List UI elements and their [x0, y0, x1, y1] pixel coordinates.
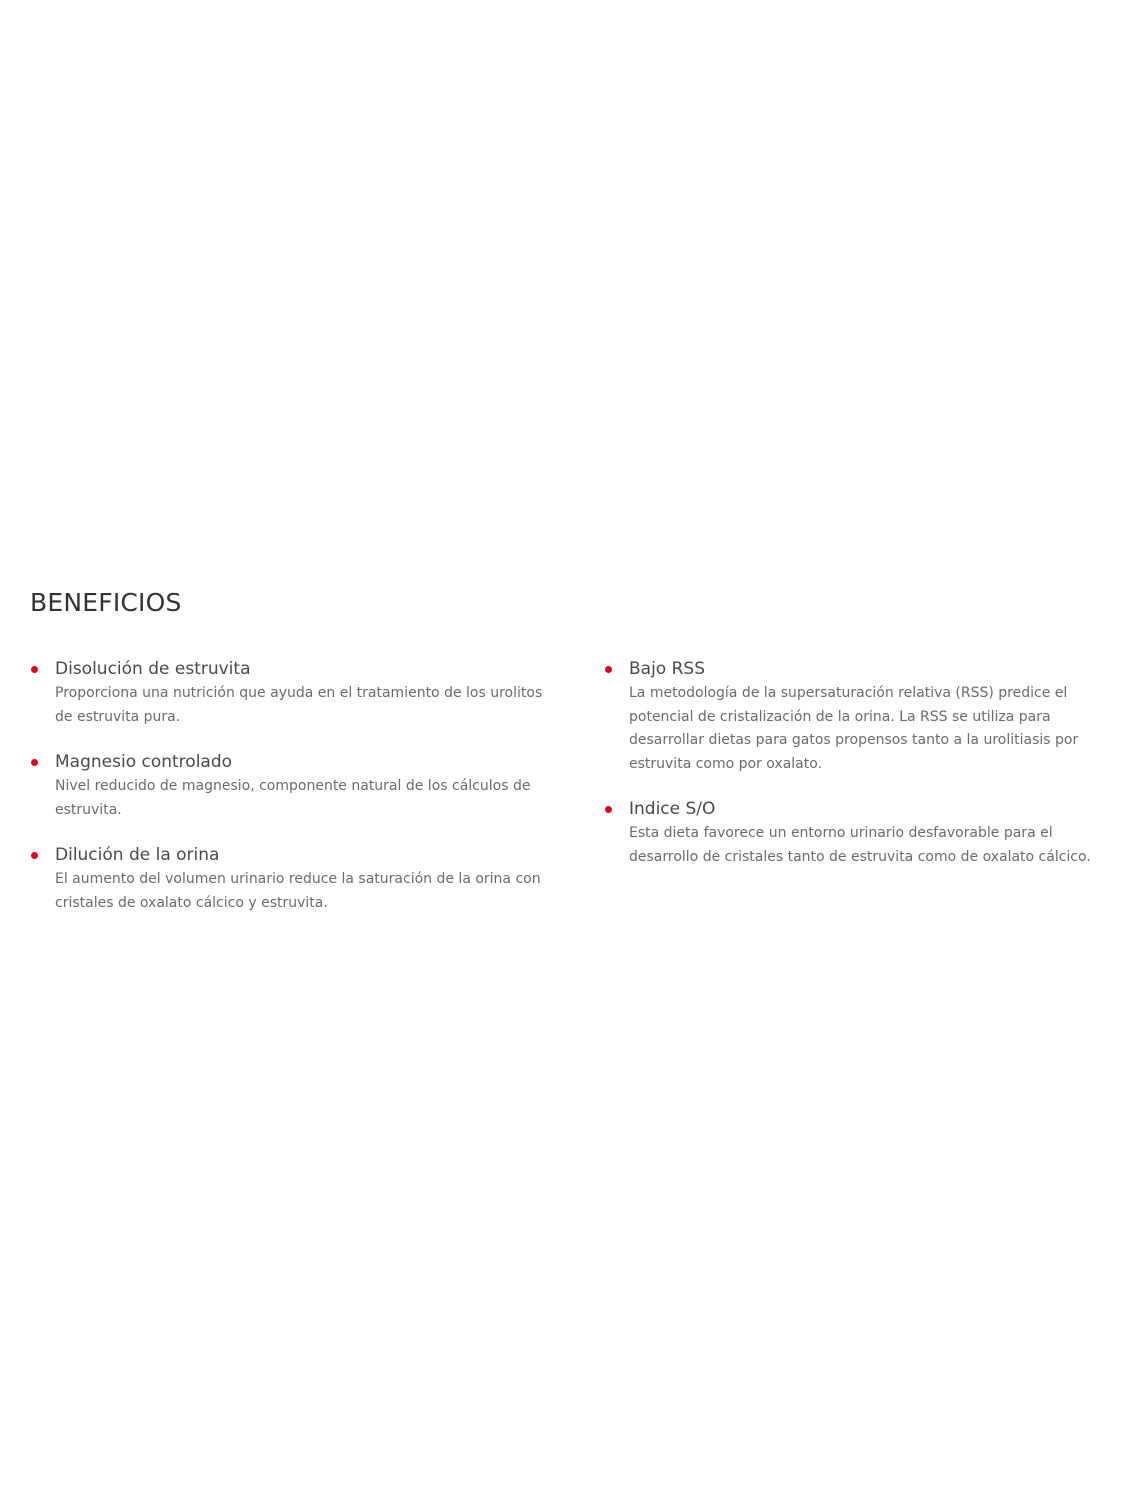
benefits-section: [30, 586, 1115, 911]
bullet-icon: [31, 666, 38, 673]
benefit-description: La metodología de la supersaturación relativa (RSS) predice el potencial de cristalización de la orina. La RSS se utiliza para desarrollar dietas para gatos propensos tanto a la urolitiasis por estruvita como por oxalato.: [629, 685, 1079, 772]
benefit-item-urine-dilution: [30, 844, 550, 915]
benefit-description: Nivel reducido de magnesio, componente natural de los cálculos de estruvita.: [55, 778, 531, 818]
benefit-item-controlled-magnesium: [30, 751, 550, 822]
benefit-title: Indice S/O: [629, 799, 716, 819]
bullet-icon: [31, 759, 38, 766]
benefit-title: Magnesio controlado: [55, 752, 233, 772]
bullet-icon: [605, 666, 612, 673]
bullet-icon: [605, 806, 612, 813]
section-title: BENEFICIOS: [30, 588, 182, 617]
benefit-item-so-index: [604, 798, 1115, 869]
benefits-column-left: [30, 658, 550, 937]
benefit-title: Disolución de estruvita: [55, 659, 251, 679]
benefit-item-struvite-dissolution: [30, 658, 550, 729]
benefit-description: Esta dieta favorece un entorno urinario desfavorable para el desarrollo de cristales tanto de estruvita como de oxalato cálcico.: [629, 825, 1091, 865]
benefit-title: Bajo RSS: [629, 659, 706, 679]
benefit-description: El aumento del volumen urinario reduce la saturación de la orina con cristales de oxalato cálcico y estruvita.: [55, 871, 541, 911]
benefits-column-right: [604, 658, 1115, 891]
benefit-item-low-rss: [604, 658, 1115, 776]
benefit-title: Dilución de la orina: [55, 845, 220, 865]
benefit-description: Proporciona una nutrición que ayuda en el tratamiento de los urolitos de estruvita pura.: [55, 685, 543, 725]
bullet-icon: [31, 852, 38, 859]
